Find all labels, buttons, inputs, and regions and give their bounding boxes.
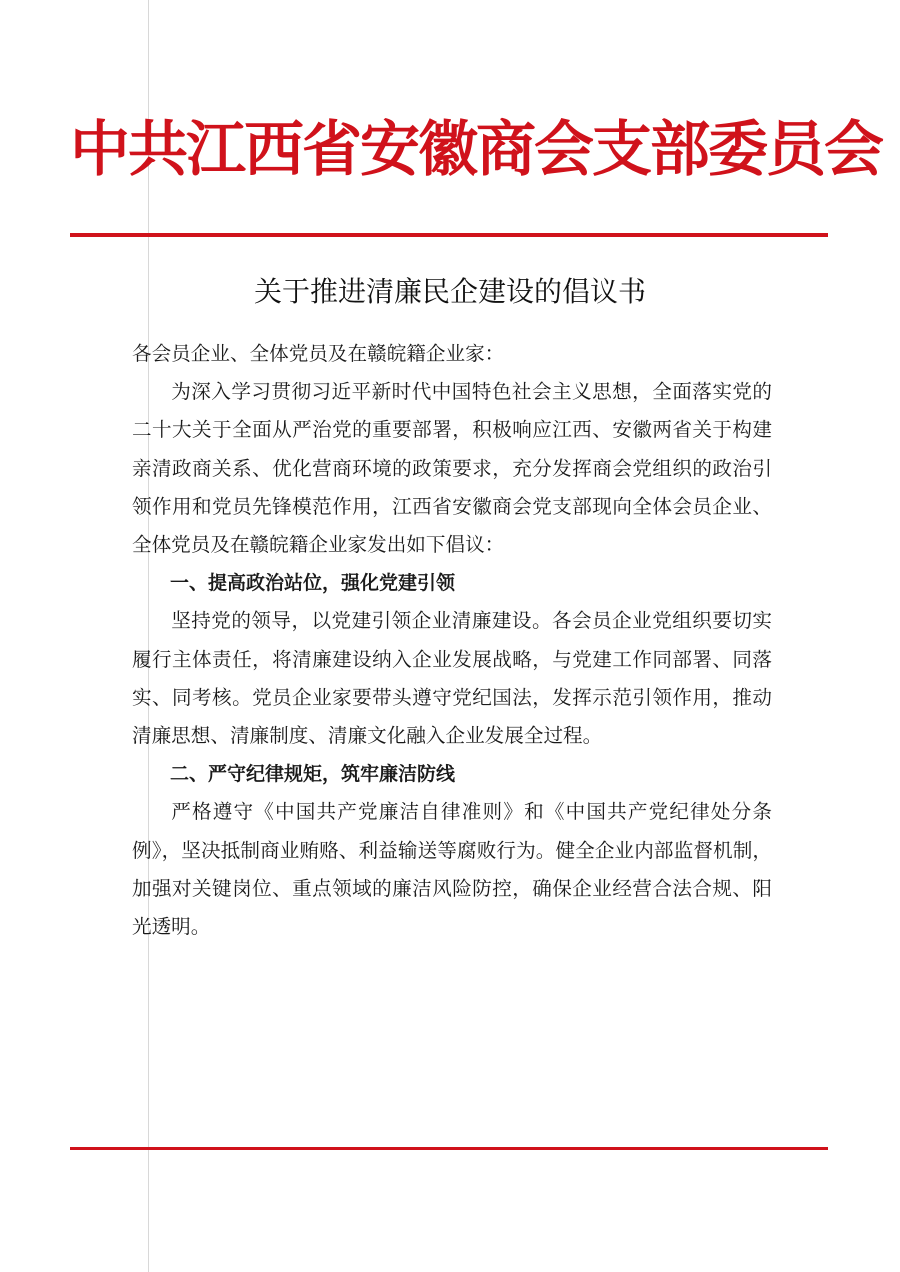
footer-red-rule xyxy=(70,1147,828,1150)
document-title: 关于推进清廉民企建设的倡议书 xyxy=(253,275,646,308)
section-heading-1: 一、提高政治站位，强化党建引领 xyxy=(170,572,456,595)
section-heading-2: 二、严守纪律规矩，筑牢廉洁防线 xyxy=(170,763,456,786)
document-body xyxy=(132,335,772,946)
letterhead-red-rule xyxy=(70,233,828,237)
salutation: 各会员企业、全体党员及在赣皖籍企业家： xyxy=(132,342,505,365)
section-body-1: 坚持党的领导，以党建引领企业清廉建设。各会员企业党组织要切实履行主体责任，将清廉建设纳入企业发展战略，与党建工作同部署、同落实、同考核。党员企业家要带头遵守党纪国法，发挥示范引领作用，推动清廉思想、清廉制度、清廉文化融入企业发展全过程。 xyxy=(132,609,772,748)
section-body-2: 严格遵守《中国共产党廉洁自律准则》和《中国共产党纪律处分条例》，坚决抵制商业贿赂、利益输送等腐败行为。健全企业内部监督机制，加强对关键岗位、重点领域的廉洁风险防控，确保企业经营合法合规、阳光透明。 xyxy=(132,800,772,939)
intro-paragraph: 为深入学习贯彻习近平新时代中国特色社会主义思想，全面落实党的二十大关于全面从严治党的重要部署，积极响应江西、安徽两省关于构建亲清政商关系、优化营商环境的政策要求，充分发挥商会党组织的政治引领作用和党员先锋模范作用，江西省安徽商会党支部现向全体会员企业、全体党员及在赣皖籍企业家发出如下倡议： xyxy=(132,380,772,557)
letterhead-organization: 中共江西省安徽商会支部委员会 xyxy=(70,115,882,185)
